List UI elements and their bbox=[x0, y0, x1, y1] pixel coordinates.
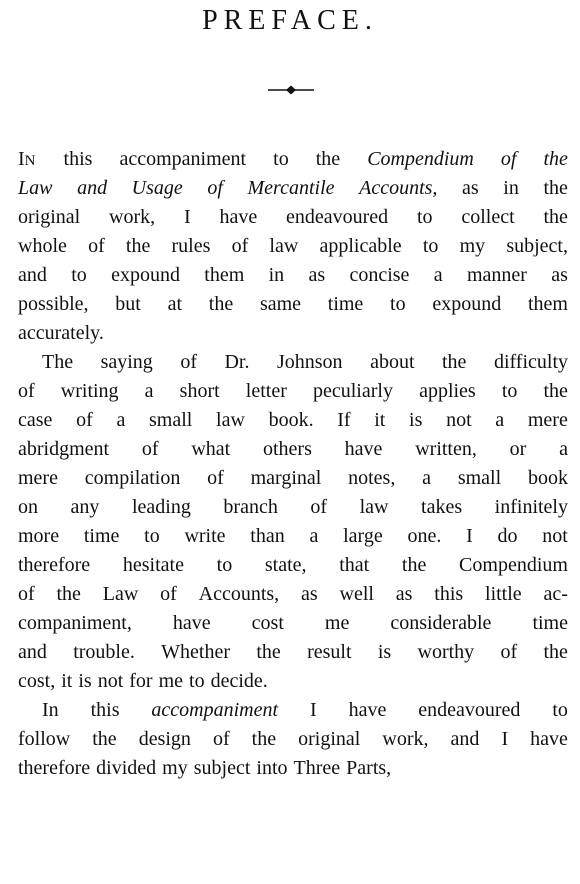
word: to bbox=[422, 235, 439, 257]
word: short bbox=[179, 380, 220, 402]
word: in bbox=[503, 177, 519, 199]
word: Dr. bbox=[224, 351, 250, 373]
word: the bbox=[92, 728, 117, 750]
word: peculiarly bbox=[312, 380, 393, 402]
word: expound bbox=[111, 264, 180, 286]
word: expound bbox=[432, 293, 502, 315]
word: and bbox=[450, 728, 480, 750]
word: therefore bbox=[18, 757, 91, 779]
word: have bbox=[344, 438, 383, 460]
text-line bbox=[18, 580, 568, 609]
word: Compendium bbox=[459, 554, 568, 576]
text-line bbox=[18, 406, 568, 435]
word: of bbox=[160, 583, 177, 605]
word: in bbox=[268, 264, 285, 286]
word: small bbox=[457, 467, 502, 489]
word: a bbox=[116, 409, 126, 431]
word: takes bbox=[421, 496, 463, 518]
word: a bbox=[144, 380, 154, 402]
text-line bbox=[18, 551, 568, 580]
word: of bbox=[310, 496, 328, 518]
word: of bbox=[18, 380, 35, 402]
word: abridgment bbox=[18, 438, 110, 460]
word: to bbox=[552, 699, 568, 721]
text-line bbox=[18, 667, 568, 696]
word: as bbox=[551, 264, 568, 286]
word: to bbox=[417, 206, 433, 228]
word: divided bbox=[96, 757, 157, 779]
word: that bbox=[339, 554, 370, 576]
word: book bbox=[527, 467, 568, 489]
word: Mercantile bbox=[247, 177, 335, 199]
initial-letter: I bbox=[18, 148, 25, 170]
word: time bbox=[532, 612, 568, 634]
word: of bbox=[18, 583, 35, 605]
word: I bbox=[183, 206, 191, 228]
word: this bbox=[63, 148, 93, 170]
word: state, bbox=[264, 554, 307, 576]
small-caps: N bbox=[24, 153, 37, 169]
word: this bbox=[434, 583, 464, 605]
word: Law bbox=[18, 177, 53, 199]
word: to bbox=[189, 670, 205, 692]
word: law bbox=[359, 496, 389, 518]
text-line bbox=[18, 145, 568, 174]
word: what bbox=[191, 438, 231, 460]
word: cost bbox=[251, 612, 284, 634]
word: whole bbox=[18, 235, 67, 257]
word: of bbox=[141, 438, 159, 460]
word: In bbox=[42, 699, 59, 721]
word: it bbox=[61, 670, 73, 692]
word: have bbox=[219, 206, 258, 228]
word: leading bbox=[131, 496, 191, 518]
word: a bbox=[422, 467, 432, 489]
word: large bbox=[343, 525, 383, 547]
word: subject, bbox=[506, 235, 568, 257]
word: applicable bbox=[319, 235, 402, 257]
text-line bbox=[18, 319, 568, 348]
word: endeavoured bbox=[418, 699, 521, 721]
word: the bbox=[543, 380, 568, 402]
word: written, bbox=[415, 438, 477, 460]
word: to bbox=[144, 525, 160, 547]
word: as bbox=[462, 177, 479, 199]
word: of bbox=[88, 235, 105, 257]
word: the bbox=[543, 641, 568, 663]
word: to bbox=[273, 148, 289, 170]
word: to bbox=[71, 264, 87, 286]
word: difficulty bbox=[493, 351, 568, 373]
word: the bbox=[543, 148, 568, 170]
word: about bbox=[370, 351, 415, 373]
word: manner bbox=[466, 264, 527, 286]
word: have bbox=[172, 612, 211, 634]
word: them bbox=[527, 293, 568, 315]
word: therefore bbox=[18, 554, 91, 576]
word: I bbox=[309, 699, 317, 721]
word: law bbox=[216, 409, 245, 431]
word: not bbox=[446, 409, 472, 431]
word: ac- bbox=[543, 583, 568, 605]
word: accurately. bbox=[18, 322, 104, 344]
word: notes, bbox=[348, 467, 396, 489]
word: any bbox=[70, 496, 100, 518]
word: into bbox=[256, 757, 288, 779]
word: considerable bbox=[390, 612, 492, 634]
word: a bbox=[495, 409, 505, 431]
word: Accounts, bbox=[359, 177, 438, 199]
word: law bbox=[269, 235, 299, 257]
word: my bbox=[459, 235, 486, 257]
word: book. bbox=[268, 409, 314, 431]
word: well bbox=[339, 583, 374, 605]
word: infinitely bbox=[494, 496, 568, 518]
word: collect bbox=[461, 206, 515, 228]
word: companiment, bbox=[18, 612, 132, 634]
word: to bbox=[501, 380, 518, 402]
word: it bbox=[374, 409, 386, 431]
word bbox=[18, 145, 37, 174]
word: a bbox=[433, 264, 443, 286]
word: time bbox=[327, 293, 364, 315]
word: If bbox=[337, 409, 351, 431]
word: and bbox=[18, 641, 47, 663]
word: I bbox=[466, 525, 473, 547]
word: a bbox=[559, 438, 568, 460]
word: not bbox=[542, 525, 568, 547]
word: Usage bbox=[131, 177, 183, 199]
text-line bbox=[18, 348, 568, 377]
word: time bbox=[83, 525, 120, 547]
paragraph bbox=[18, 348, 568, 696]
word: the bbox=[125, 235, 151, 257]
word: others bbox=[263, 438, 312, 460]
word: marginal bbox=[250, 467, 322, 489]
word: follow bbox=[18, 728, 71, 750]
word: result bbox=[307, 641, 352, 663]
word: for bbox=[129, 670, 153, 692]
text-line bbox=[18, 522, 568, 551]
text-line bbox=[18, 638, 568, 667]
word: write bbox=[184, 525, 226, 547]
word: is bbox=[377, 641, 392, 663]
paragraph bbox=[18, 145, 568, 348]
word: at bbox=[167, 293, 183, 315]
word: accompaniment bbox=[151, 699, 279, 721]
word: the bbox=[543, 206, 568, 228]
word: accompaniment bbox=[119, 148, 247, 170]
word: as bbox=[395, 583, 413, 605]
word: the bbox=[208, 293, 234, 315]
word: mere bbox=[527, 409, 568, 431]
word: have bbox=[348, 699, 387, 721]
diamond-rule-icon bbox=[266, 84, 316, 96]
text-line bbox=[18, 377, 568, 406]
word: of bbox=[500, 148, 517, 170]
text-line bbox=[18, 609, 568, 638]
word: Law bbox=[102, 583, 139, 605]
word: hesitate bbox=[122, 554, 184, 576]
word: and bbox=[77, 177, 108, 199]
word: original bbox=[298, 728, 361, 750]
word: trouble. bbox=[73, 641, 135, 663]
page-title: PREFACE. bbox=[202, 5, 378, 36]
word: and bbox=[18, 264, 47, 286]
word: worthy bbox=[417, 641, 475, 663]
word: saying bbox=[100, 351, 153, 373]
preface-body bbox=[18, 145, 568, 783]
word: this bbox=[90, 699, 120, 721]
word: subject bbox=[193, 757, 251, 779]
word: as bbox=[301, 583, 318, 605]
word: as bbox=[308, 264, 326, 286]
word: or bbox=[509, 438, 527, 460]
text-line bbox=[18, 261, 568, 290]
word: of bbox=[231, 235, 249, 257]
word: design bbox=[138, 728, 191, 750]
word: concise bbox=[349, 264, 410, 286]
word: of bbox=[500, 641, 518, 663]
text-line bbox=[18, 754, 568, 783]
word: letter bbox=[245, 380, 287, 402]
text-line bbox=[18, 696, 568, 725]
word: original bbox=[18, 206, 81, 228]
text-line bbox=[18, 174, 568, 203]
word: on bbox=[18, 496, 38, 518]
text-line bbox=[18, 464, 568, 493]
word: the bbox=[315, 148, 341, 170]
word: the bbox=[251, 728, 277, 750]
word: small bbox=[149, 409, 193, 431]
word: applies bbox=[419, 380, 476, 402]
word: branch bbox=[223, 496, 278, 518]
text-line bbox=[18, 493, 568, 522]
word: the bbox=[442, 351, 467, 373]
word: is bbox=[409, 409, 423, 431]
word: the bbox=[56, 583, 81, 605]
text-line bbox=[18, 290, 568, 319]
word: compilation bbox=[84, 467, 181, 489]
word: than bbox=[250, 525, 285, 547]
word: have bbox=[530, 728, 568, 750]
word: work, bbox=[109, 206, 156, 228]
word: Parts, bbox=[346, 757, 392, 779]
word: little bbox=[485, 583, 522, 605]
word: is bbox=[78, 670, 92, 692]
word: do bbox=[497, 525, 518, 547]
word: The bbox=[42, 351, 74, 373]
word: decide. bbox=[210, 670, 268, 692]
word: cost, bbox=[18, 670, 56, 692]
word: of bbox=[76, 409, 93, 431]
word: but bbox=[115, 293, 141, 315]
text-line bbox=[18, 232, 568, 261]
paragraph bbox=[18, 696, 568, 783]
word: me bbox=[324, 612, 350, 634]
word: to bbox=[216, 554, 233, 576]
word: endeavoured bbox=[286, 206, 389, 228]
word: of bbox=[207, 177, 223, 199]
word: work, bbox=[382, 728, 429, 750]
word: writing bbox=[60, 380, 119, 402]
word: a bbox=[309, 525, 319, 547]
word: more bbox=[18, 525, 60, 547]
word: Compendium bbox=[367, 148, 474, 170]
word: one. bbox=[407, 525, 442, 547]
text-line bbox=[18, 435, 568, 464]
word: my bbox=[162, 757, 188, 779]
word: of bbox=[212, 728, 230, 750]
word: of bbox=[207, 467, 224, 489]
text-line bbox=[18, 203, 568, 232]
word: me bbox=[158, 670, 184, 692]
word: Accounts, bbox=[198, 583, 280, 605]
word: the bbox=[401, 554, 427, 576]
word: the bbox=[543, 177, 568, 199]
word: to bbox=[390, 293, 406, 315]
word: rules bbox=[171, 235, 211, 257]
word: them bbox=[204, 264, 245, 286]
word: mere bbox=[18, 467, 58, 489]
word: Whether bbox=[161, 641, 231, 663]
text-line bbox=[18, 725, 568, 754]
word: case bbox=[18, 409, 53, 431]
word: I bbox=[501, 728, 509, 750]
word: same bbox=[259, 293, 302, 315]
word: of bbox=[180, 351, 197, 373]
word: possible, bbox=[18, 293, 89, 315]
word: the bbox=[256, 641, 281, 663]
word: not bbox=[97, 670, 124, 692]
word: Three bbox=[293, 757, 341, 779]
word: Johnson bbox=[276, 351, 343, 373]
